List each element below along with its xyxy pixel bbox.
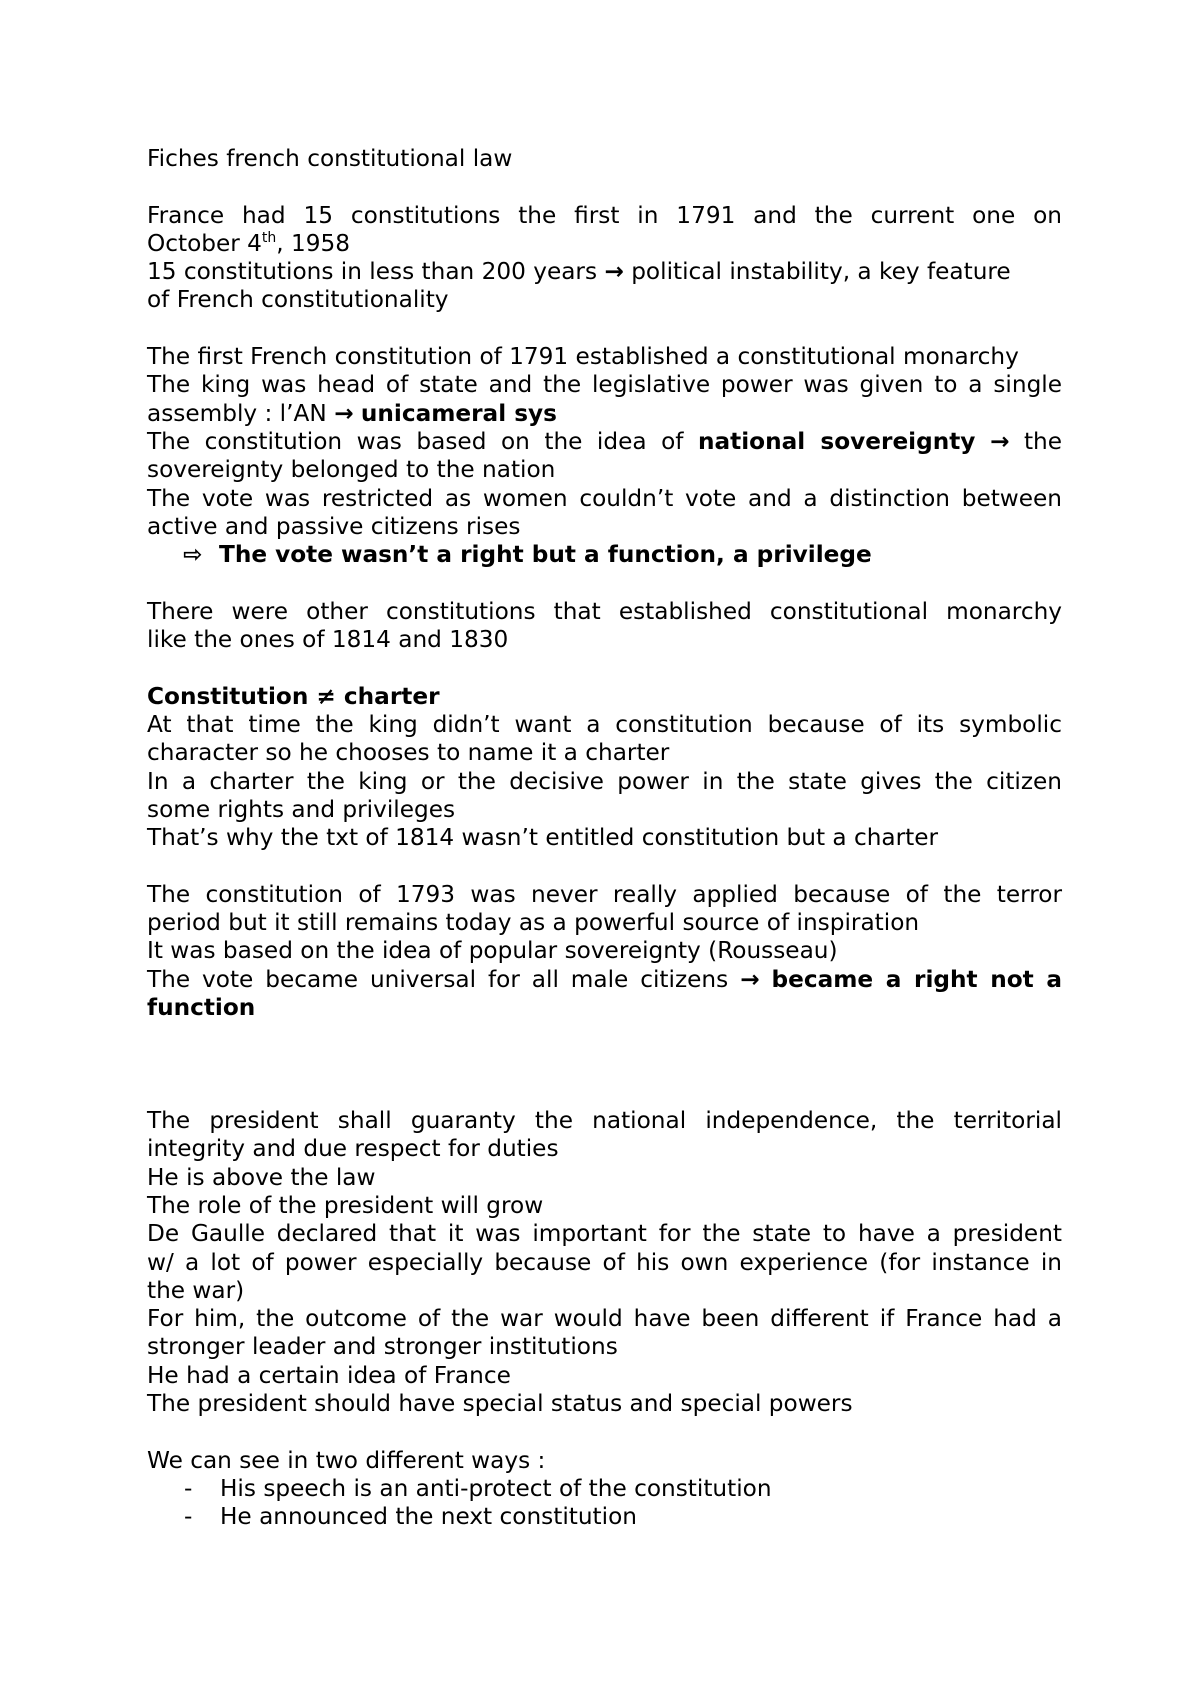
charter-section: [147, 683, 1062, 853]
paragraph-line: The vote was restricted as women couldn’t vote and a distinction between: [147, 484, 1062, 512]
paragraph-line: For him, the outcome of the war would have been different if France had a: [147, 1305, 1062, 1333]
two-ways-section: [147, 1447, 1062, 1532]
paragraph-line: the war): [147, 1276, 245, 1304]
list-item: [147, 1503, 1062, 1531]
dash-bullet: -: [184, 1503, 193, 1531]
text-run: the: [1023, 427, 1062, 455]
text-run: , 1958: [276, 229, 351, 257]
constitution-1793-section: [147, 881, 1062, 1022]
spacer: [147, 569, 1062, 597]
document-page: [147, 145, 1062, 1532]
paragraph-line: character so he chooses to name it a charter: [147, 739, 670, 767]
paragraph-line: He had a certain idea of France: [147, 1361, 511, 1389]
bold-conclusion: The vote wasn’t a right but a function, a privilege: [219, 541, 872, 569]
text-run: The constitution was based on the idea of: [147, 427, 684, 455]
paragraph-line: In a charter the king or the decisive power in the state gives the citizen: [147, 767, 1062, 795]
document-title: Fiches french constitutional law: [147, 145, 513, 172]
text-run: political instability, a key feature: [631, 258, 1011, 286]
paragraph-line: [147, 428, 1062, 456]
paragraph-line: [147, 966, 1062, 994]
paragraph-line: integrity and due respect for duties: [147, 1135, 559, 1163]
spacer: [147, 173, 1062, 201]
paragraph-line: [147, 994, 1062, 1022]
paragraph-line: active and passive citizens rises: [147, 512, 521, 540]
paragraph-line: some rights and privileges: [147, 795, 456, 823]
paragraph-line: period but it still remains today as a powerful source of inspiration: [147, 909, 920, 937]
paragraph-line: [147, 258, 1062, 286]
paragraph-line: He is above the law: [147, 1163, 376, 1191]
paragraph-line: sovereignty belonged to the nation: [147, 456, 556, 484]
paragraph-line: stronger leader and stronger institutions: [147, 1333, 618, 1361]
dash-list: [147, 1475, 1062, 1532]
president-section: [147, 1107, 1062, 1418]
paragraph-line: At that time the king didn’t want a constitution because of its symbolic: [147, 710, 1062, 738]
list-item: [147, 1475, 1062, 1503]
paragraph-line: of French constitutionality: [147, 286, 449, 314]
paragraph-line: The constitution of 1793 was never really applied because of the terror: [147, 880, 1062, 908]
paragraph-line: The president shall guaranty the national independence, the territorial: [147, 1107, 1062, 1135]
bold-term: function: [147, 993, 256, 1021]
paragraph-line: The king was head of state and the legislative power was given to a single: [147, 371, 1062, 399]
paragraph-line: De Gaulle declared that it was important for the state to have a president: [147, 1220, 1062, 1248]
paragraph-line: w/ a lot of power especially because of his own experience (for instance in: [147, 1248, 1062, 1276]
paragraph-line: The president should have special status and special powers: [147, 1390, 853, 1418]
paragraph-line: like the ones of 1814 and 1830: [147, 626, 509, 654]
first-constitution-section: [147, 343, 1062, 569]
text-run: 15 constitutions in less than 200 years: [147, 258, 598, 286]
bold-term: unicameral sys: [360, 399, 557, 427]
conclusion-line: [147, 541, 1062, 569]
bold-heading: Constitution ≠ charter: [147, 682, 440, 710]
paragraph-line: France had 15 constitutions the first in 1791 and the current one on: [147, 201, 1062, 229]
text-run: October 4: [147, 229, 262, 257]
paragraph-line: There were other constitutions that established constitutional monarchy: [147, 597, 1062, 625]
other-constitutions-section: [147, 598, 1062, 655]
paragraph-line: [147, 230, 1062, 258]
paragraph-line: The role of the president will grow: [147, 1191, 544, 1219]
text-run: assembly : l’AN: [147, 399, 327, 427]
text-run: The vote became universal for all male citizens: [147, 965, 729, 993]
right-arrow-icon: →: [740, 965, 760, 993]
list-item-text: He announced the next constitution: [220, 1503, 637, 1531]
superscript: th: [261, 229, 277, 246]
right-arrow-icon: →: [334, 399, 354, 427]
spacer: [147, 852, 1062, 880]
paragraph-line: The first French constitution of 1791 established a constitutional monarchy: [147, 343, 1019, 371]
dash-bullet: -: [184, 1474, 193, 1502]
bold-term: became a right not a: [771, 965, 1063, 993]
right-arrow-icon: →: [989, 427, 1010, 455]
paragraph-line: That’s why the txt of 1814 wasn’t entitled constitution but a charter: [147, 824, 939, 852]
bold-term: national sovereignty: [697, 427, 976, 455]
paragraph-line: It was based on the idea of popular sovereignty (Rousseau): [147, 937, 838, 965]
spacer: [147, 1022, 1062, 1107]
section-heading: [147, 683, 1062, 711]
right-arrow-icon: →: [604, 258, 624, 286]
spacer: [147, 654, 1062, 682]
spacer: [147, 1418, 1062, 1446]
intro-section: [147, 202, 1062, 315]
spacer: [147, 315, 1062, 343]
outline-arrow-icon: ⇨: [183, 541, 203, 569]
paragraph-line: [147, 400, 1062, 428]
list-item-text: His speech is an anti-protect of the constitution: [220, 1474, 772, 1502]
paragraph-line: We can see in two different ways :: [147, 1446, 546, 1474]
